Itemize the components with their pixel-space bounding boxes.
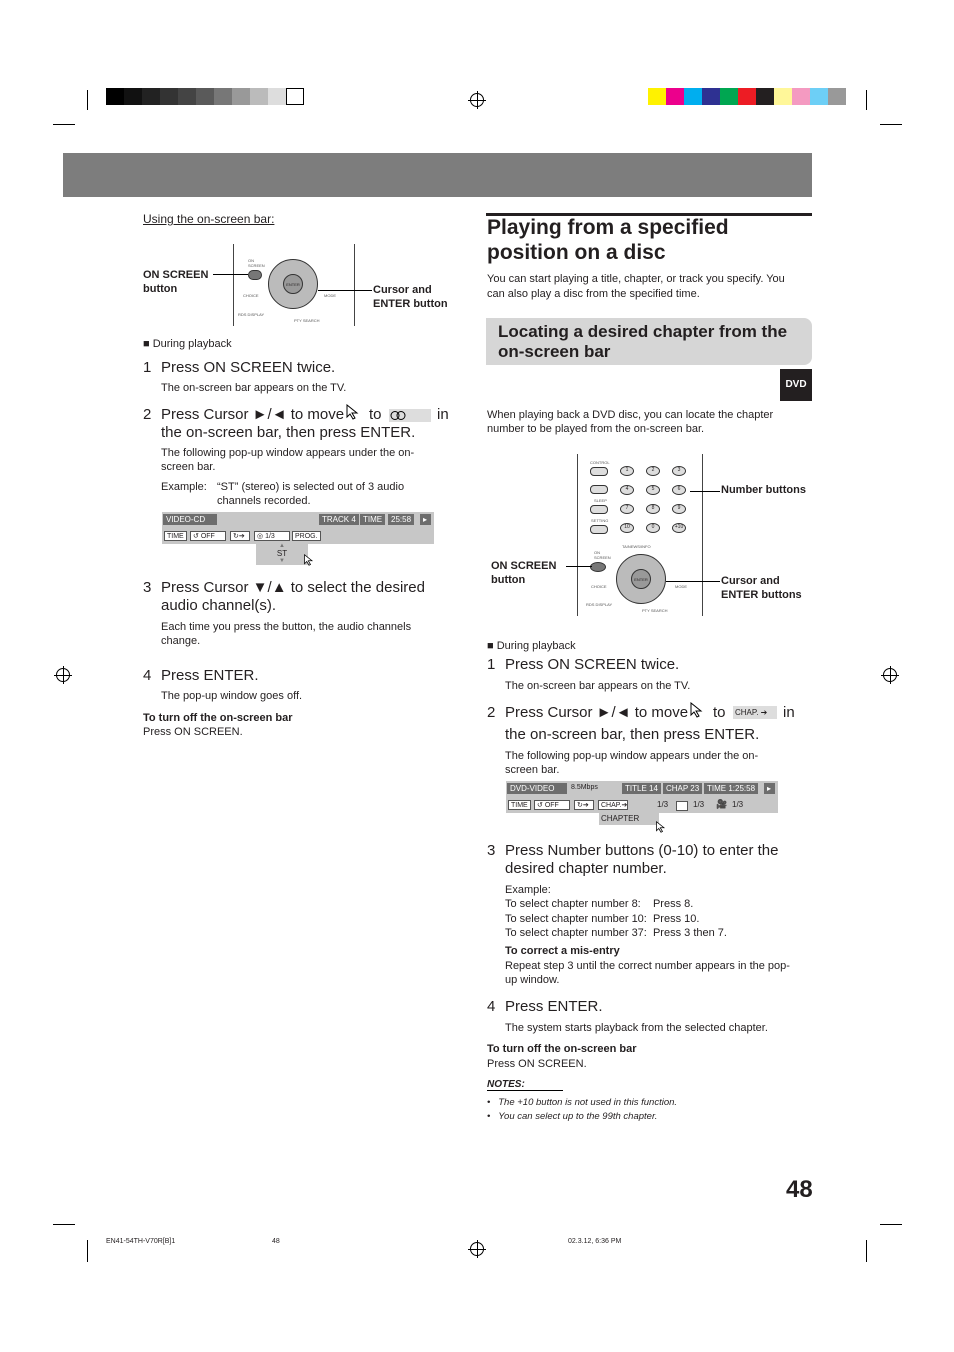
right-turn-off-title: To turn off the on-screen bar (487, 1043, 637, 1055)
note-text-2: You can select up to the 99th chapter. (498, 1111, 658, 1122)
dvd-osd-time: TIME 1:25:58 (704, 783, 758, 794)
left-step2-text-d: the on-screen bar, then press ENTER. (161, 424, 416, 441)
osd-mode: VIDEO-CD (163, 514, 217, 525)
right-step2-text-b: to (713, 704, 726, 721)
right-step2-text-a: Press Cursor ►/◄ to move (505, 704, 689, 721)
osd-play-icon: ▸ (420, 514, 431, 525)
left-step1-note: The on-screen bar appears on the TV. (161, 382, 347, 394)
audio-icon (389, 409, 431, 422)
audio-popup: ▲ ST ▼ (256, 543, 308, 565)
right-step1-note: The on-screen bar appears on the TV. (505, 680, 691, 692)
cursor-arrow-icon (690, 702, 704, 718)
left-step2-num: 2 (143, 406, 152, 423)
subtitle-icon (676, 801, 688, 811)
right-step3-num: 3 (487, 842, 496, 859)
dvd-osd-title: TITLE 14 (622, 783, 661, 794)
left-step2-note2-b: “ST” (stereo) is selected out of 3 audio channels recorded. (217, 481, 405, 507)
notes-title: NOTES: (487, 1079, 563, 1091)
left-turn-off-title: To turn off the on-screen bar (143, 712, 293, 724)
footer-page: 48 (272, 1238, 280, 1245)
number-buttons-callout: Number buttons (721, 484, 806, 496)
correct-title: To correct a mis-entry (505, 945, 620, 957)
left-step4-num: 4 (143, 667, 152, 684)
osd-time-button: TIME (164, 531, 187, 541)
note-text-1: The +10 button is not used in this function. (498, 1097, 678, 1108)
dvd-desc: When playing back a DVD disc, you can locate the chapter number to be played from the on-screen bar. (487, 409, 774, 435)
left-step2-text-a: Press Cursor ►/◄ to move (161, 406, 345, 423)
right-step4-num: 4 (487, 998, 496, 1015)
left-step3-text: Press Cursor ▼/▲ to select the desired audio channel(s). (161, 579, 425, 614)
osd-time: 25:58 (388, 514, 414, 525)
vcd-onscreen-bar (162, 512, 434, 544)
on-screen-button-icon (248, 270, 262, 280)
dvd-remote-illustration: CONTROL SLEEP SETTING 1 2 3 4 5 6 7 8 9 10 0 +10 TA/NEWS/INFO ON SCREEN ENTER CHOICE MODE RDS DISPLAY PTY SEARCH (577, 454, 703, 616)
osd-prog: PROG. (292, 531, 321, 541)
on-screen-callout: ON SCREEN button (143, 269, 209, 295)
osd-repeat-icon: ↺ OFF (190, 531, 226, 541)
osd-track: TRACK 4 (319, 514, 359, 525)
left-step2-text-b: to (369, 406, 382, 423)
left-turn-off-text: Press ON SCREEN. (143, 726, 243, 738)
dvd-osd-repeat-icon: ↺ OFF (534, 800, 570, 810)
subtitle: Locating a desired chapter from the on-screen bar (498, 322, 788, 361)
right-step4-note: The system starts playback from the selected chapter. (505, 1022, 768, 1034)
left-step1-text: Press ON SCREEN twice. (161, 359, 336, 376)
left-step3-note: Each time you press the button, the audio channels change. (161, 621, 412, 647)
note-item: • You can select up to the 99th chapter. (487, 1111, 658, 1122)
correct-text: Repeat step 3 until the correct number appears in the pop-up window. (505, 960, 790, 986)
remote-illustration: ON SCREEN ENTER CHOICE MODE RDS DISPLAY PTY SEARCH (233, 244, 355, 326)
dvd-on-screen-callout: ON SCREEN button (491, 560, 557, 586)
left-step4-note: The pop-up window goes off. (161, 690, 303, 702)
registration-mark-icon (470, 1242, 484, 1256)
popup-cursor-icon (303, 553, 315, 565)
osd-audio-box: ◎ 1/3 (254, 531, 290, 541)
registration-mark-icon (883, 668, 897, 682)
osd-audio-value: 1/3 (265, 533, 275, 540)
dvd-onscreen-bar (506, 781, 778, 813)
dvd-osd-off: OFF (544, 802, 559, 809)
using-label: Using the on-screen bar: (143, 212, 275, 226)
dvd-osd-play-icon: ▸ (764, 783, 775, 794)
right-step2-note: The following pop-up window appears under the on-screen bar. (505, 750, 759, 776)
dvd-osd-v1: 1/3 (657, 800, 669, 809)
dvd-osd-v3: 1/3 (732, 800, 744, 809)
angle-icon: 🎥 (716, 799, 728, 809)
dvd-osd-chap-btn-label: CHAP. (601, 802, 622, 809)
osd-time-label: TIME (360, 514, 385, 525)
osd-ab-icon: ↻➔ (230, 531, 250, 541)
registration-mark-icon (56, 668, 70, 682)
audio-popup-value: ST (276, 549, 288, 558)
enter-button-icon: ENTER (283, 274, 303, 294)
footer-date: 02.3.12, 6:36 PM (568, 1238, 622, 1245)
right-step2-text-d: the on-screen bar, then press ENTER. (505, 726, 760, 743)
dvd-osd-time-button: TIME (508, 800, 531, 810)
ex-1: To select chapter number 8: Press 8. (505, 898, 694, 910)
right-step1-text: Press ON SCREEN twice. (505, 656, 680, 673)
dvd-osd-mode: DVD-VIDEO (507, 783, 567, 794)
page-number: 48 (786, 1176, 813, 1203)
dvd-cursor-callout: Cursor and ENTER buttons (721, 575, 802, 601)
registration-mark-icon (470, 93, 484, 107)
header-bar (63, 153, 812, 197)
popup-cursor-icon (655, 820, 667, 832)
ex-2: To select chapter number 10: Press 10. (505, 913, 700, 925)
chap-label: CHAP. (735, 708, 759, 717)
left-step3-num: 3 (143, 579, 152, 596)
dvd-osd-rate: 8.5Mbps (571, 784, 598, 791)
dvd-osd-chap: CHAP 23 (663, 783, 702, 794)
during-playback-label: ■ During playback (143, 338, 232, 350)
dvd-osd-v2: 1/3 (693, 800, 705, 809)
right-step4-text: Press ENTER. (505, 998, 603, 1015)
cursor-callout: Cursor and ENTER button (373, 284, 448, 310)
right-step2-text-c: in (783, 704, 795, 721)
right-step1-num: 1 (487, 656, 496, 673)
dvd-osd-chap-button: CHAP.➔ (598, 800, 628, 810)
left-step4-text: Press ENTER. (161, 667, 259, 684)
cursor-arrow-icon (346, 404, 360, 420)
dvd-during-playback: ■ During playback (487, 640, 576, 652)
left-step2-note2-a: Example: (161, 481, 207, 493)
left-step2-text-c: in (437, 406, 449, 423)
subtitle-box (486, 318, 812, 365)
left-step1-num: 1 (143, 359, 152, 376)
ex-title: Example: (505, 884, 551, 896)
notes-list (487, 1096, 677, 1124)
page-title: Playing from a specified position on a disc (487, 216, 729, 264)
chapter-popup: CHAPTER (599, 813, 659, 825)
intro-text: You can start playing a title, chapter, or track you specify. You can also play a disc from the specified time. (487, 273, 785, 300)
note-item: • The +10 button is not used in this function. (487, 1097, 678, 1108)
right-step2-num: 2 (487, 704, 496, 721)
left-step2-note1: The following pop-up window appears under the on-screen bar. (161, 447, 415, 473)
osd-off: OFF (200, 533, 215, 540)
right-step3-text: Press Number buttons (0-10) to enter the desired chapter number. (505, 842, 779, 877)
dvd-osd-ab-icon: ↻➔ (574, 800, 594, 810)
dvd-badge: DVD (780, 369, 812, 401)
chap-icon: CHAP. ➔ (733, 706, 777, 719)
ex-3: To select chapter number 37: Press 3 then 7. (505, 927, 727, 939)
footer-file: EN41-54TH-V70R[B]1 (106, 1238, 176, 1245)
right-turn-off-text: Press ON SCREEN. (487, 1058, 587, 1070)
